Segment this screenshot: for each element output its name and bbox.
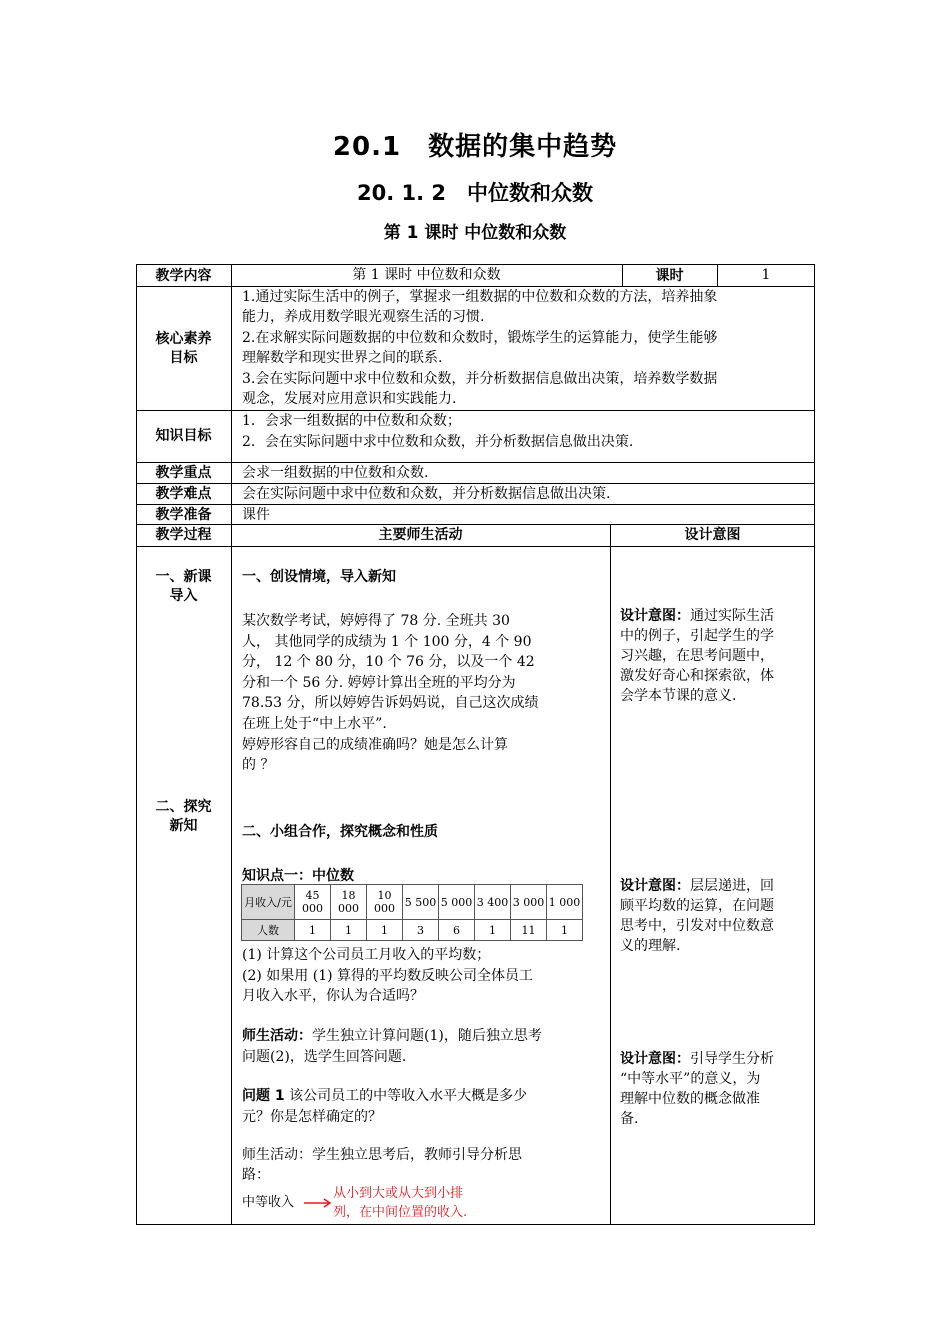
preparation-label: 教学准备 — [155, 507, 212, 523]
question-line: 的 ？ — [242, 757, 275, 773]
intent-note-1-line: 习兴趣，在思考问题中， — [620, 648, 774, 664]
core-goal-line: 观念，发展对应用意识和实践能力. — [242, 391, 457, 407]
activity-line: 问题(2)，选学生回答问题. — [242, 1049, 407, 1065]
difficulty-value: 会在实际问题中求中位数和众数，并分析数据信息做出决策. — [242, 486, 611, 502]
people-cell: 1 — [367, 920, 403, 941]
guide-line: 路： — [242, 1167, 270, 1183]
key-point-label: 教学重点 — [155, 465, 212, 481]
median-definition-line: 从小到大或从大到小排 — [333, 1186, 464, 1201]
task-line: (1) 计算这个公司员工月收入的平均数； — [242, 947, 491, 963]
knowledge-goal-line: 2．会在实际问题中求中位数和众数，并分析数据信息做出决策. — [242, 434, 634, 450]
knowledge-point-title: 知识点一：中位数 — [242, 868, 354, 884]
step-explore: 二、探究 新知 — [155, 799, 212, 834]
problem-line: 问题 1 该公司员工的中等收入水平大概是多少 — [242, 1088, 528, 1104]
intent-note-1-line: 激发好奇心和探索欲，体 — [620, 668, 774, 684]
intent-note-3: 设计意图：引导学生分析 — [620, 1051, 774, 1067]
lesson-title: 第 1 课时 中位数和众数 — [383, 223, 567, 243]
people-cell: 1 — [475, 920, 511, 941]
intent-note-1-line: 中的例子，引起学生的学 — [620, 628, 774, 644]
intent-note-2-line: 顾平均数的运算，在问题 — [620, 898, 774, 914]
intent-note-2-line: 义的理解. — [620, 938, 681, 954]
median-definition-line: 列，在中间位置的收入. — [333, 1205, 468, 1220]
guide-line: 师生活动：学生独立思考后，教师引导分析思 — [242, 1147, 522, 1163]
core-goals-label: 核心素养 目标 — [155, 331, 212, 366]
income-cell: 45 000 — [295, 885, 331, 920]
step-new-lesson: 一、新课 导入 — [155, 569, 212, 604]
people-cell: 6 — [439, 920, 475, 941]
content-label: 教学内容 — [155, 268, 212, 284]
intent-header: 设计意图 — [684, 527, 741, 543]
median-term: 中等收入 — [242, 1195, 295, 1210]
income-header: 月收入/元 — [242, 885, 295, 920]
task-line: (2) 如果用 (1) 算得的平均数反映公司全体员工 — [242, 968, 534, 984]
arrow-right-icon — [304, 1197, 334, 1209]
question-line: 婷婷形容自己的成绩准确吗？她是怎么计算 — [242, 737, 508, 753]
hours-value: 1 — [761, 267, 771, 283]
content-value: 第 1 课时 中位数和众数 — [352, 267, 501, 283]
section1-title: 一、创设情境，导入新知 — [242, 569, 396, 585]
story-line: 人， 其他同学的成绩为 1 个 100 分，4 个 90 — [242, 634, 532, 650]
process-label: 教学过程 — [155, 527, 212, 543]
task-line: 月收入水平，你认为合适吗？ — [242, 988, 424, 1004]
core-goal-line: 1.通过实际生活中的例子，掌握求一组数据的中位数和众数的方法，培养抽象 — [242, 289, 718, 305]
core-goal-line: 能力，养成用数学眼光观察生活的习惯. — [242, 309, 485, 325]
people-header: 人数 — [242, 920, 295, 941]
intent-note-3-line: “中等水平”的意义，为 — [620, 1071, 761, 1087]
core-goal-line: 2.在求解实际问题数据的中位数和众数时，锻炼学生的运算能力，使学生能够 — [242, 330, 718, 346]
people-cell: 3 — [403, 920, 439, 941]
people-cell: 1 — [547, 920, 583, 941]
activity-header: 主要师生活动 — [378, 527, 463, 543]
section2-title: 二、小组合作，探究概念和性质 — [242, 824, 438, 840]
people-cell: 1 — [331, 920, 367, 941]
people-cell: 1 — [295, 920, 331, 941]
intent-note-2-line: 思考中，引发对中位数意 — [620, 918, 774, 934]
income-cell: 5 500 — [403, 885, 439, 920]
story-line: 某次数学考试，婷婷得了 78 分. 全班共 30 — [242, 613, 510, 629]
intent-note-2: 设计意图：层层递进，回 — [620, 878, 774, 894]
knowledge-goals-label: 知识目标 — [155, 428, 212, 444]
income-cell: 18 000 — [331, 885, 367, 920]
intent-note-3-line: 理解中位数的概念做准 — [620, 1091, 760, 1107]
preparation-value: 课件 — [242, 507, 270, 523]
people-cell: 11 — [511, 920, 547, 941]
problem-line: 元？你是怎样确定的？ — [242, 1109, 382, 1125]
story-line: 分和一个 56 分. 婷婷计算出全班的平均分为 — [242, 675, 516, 691]
intent-note-1-line: 会学本节课的意义. — [620, 688, 737, 704]
income-cell: 10 000 — [367, 885, 403, 920]
income-cell: 3 400 — [475, 885, 511, 920]
intent-note-1: 设计意图：通过实际生活 — [620, 608, 774, 624]
main-title: 20.1 数据的集中趋势 — [332, 132, 618, 162]
story-line: 78.53 分，所以婷婷告诉妈妈说，自己这次成绩 — [242, 695, 539, 711]
difficulty-label: 教学难点 — [155, 486, 212, 502]
income-table — [241, 884, 583, 941]
section-title: 20. 1. 2 中位数和众数 — [356, 181, 594, 205]
intent-note-3-line: 备. — [620, 1111, 639, 1127]
income-cell: 5 000 — [439, 885, 475, 920]
core-goal-line: 3.会在实际问题中求中位数和众数，并分析数据信息做出决策，培养数学数据 — [242, 371, 718, 387]
key-point-value: 会求一组数据的中位数和众数. — [242, 465, 429, 481]
story-line: 在班上处于“中上水平”. — [242, 716, 387, 732]
income-cell: 3 000 — [511, 885, 547, 920]
income-cell: 1 000 — [547, 885, 583, 920]
core-goal-line: 理解数学和现实世界之间的联系. — [242, 350, 443, 366]
hours-label: 课时 — [655, 268, 684, 284]
story-line: 分， 12 个 80 分，10 个 76 分，以及一个 42 — [242, 654, 535, 670]
activity-line: 师生活动：学生独立计算问题(1)，随后独立思考 — [242, 1028, 542, 1044]
knowledge-goal-line: 1．会求一组数据的中位数和众数； — [242, 413, 461, 429]
